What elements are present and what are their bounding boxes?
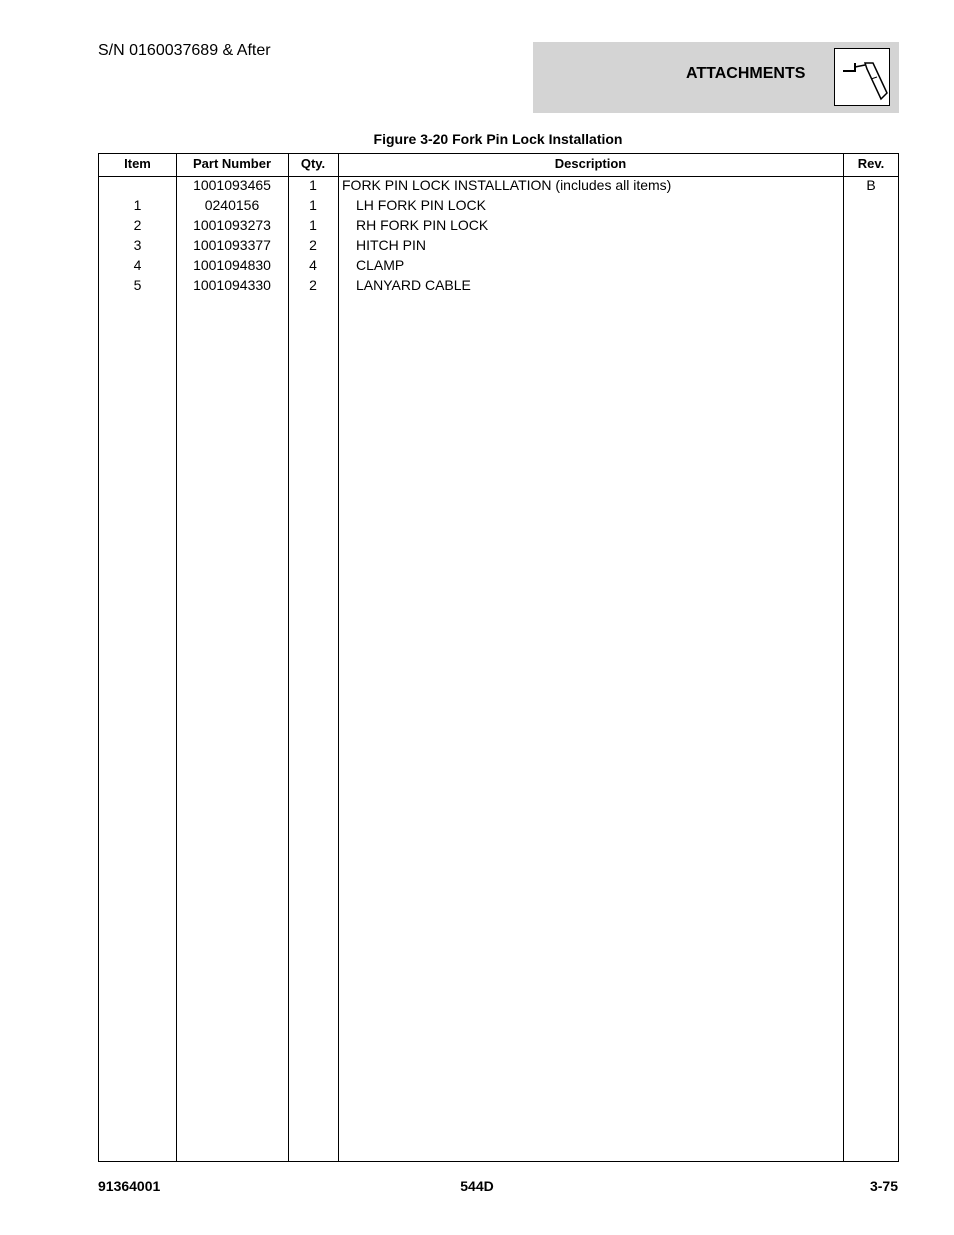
- row-qty: 1: [309, 197, 317, 213]
- header-qty: Qty.: [300, 156, 326, 171]
- header-item: Item: [124, 156, 151, 171]
- table-row: [99, 275, 898, 295]
- row-description: LANYARD CABLE: [356, 277, 471, 293]
- row-item: 5: [133, 277, 142, 293]
- table-row: [99, 215, 898, 235]
- table-row: [99, 235, 898, 255]
- row-description: LH FORK PIN LOCK: [356, 197, 486, 213]
- table-row: [99, 175, 898, 195]
- page-number: 3-75: [869, 1178, 898, 1194]
- header-rev: Rev.: [857, 156, 885, 171]
- attachment-icon: [834, 48, 890, 106]
- row-item: 3: [133, 237, 142, 253]
- row-part-number: 1001094830: [193, 257, 271, 273]
- serial-number: S/N 0160037689 & After: [98, 42, 271, 59]
- row-description: CLAMP: [356, 257, 405, 273]
- row-part-number: 0240156: [204, 197, 260, 213]
- row-description: FORK PIN LOCK INSTALLATION (includes all items): [342, 177, 672, 193]
- row-part-number: 1001093465: [193, 177, 271, 193]
- row-description: RH FORK PIN LOCK: [356, 217, 489, 233]
- row-qty: 4: [309, 257, 317, 273]
- row-item: 1: [133, 197, 142, 213]
- row-item: 2: [133, 217, 142, 233]
- row-item: 4: [133, 257, 142, 273]
- row-part-number: 1001093377: [193, 237, 271, 253]
- row-part-number: 1001093273: [193, 217, 271, 233]
- row-qty: 2: [309, 277, 317, 293]
- parts-table: [98, 153, 899, 1162]
- row-qty: 2: [309, 237, 317, 253]
- header-description: Description: [554, 156, 627, 171]
- table-row: [99, 195, 898, 215]
- table-row: [99, 255, 898, 275]
- row-description: HITCH PIN: [356, 237, 426, 253]
- model-name: 544D: [460, 1178, 494, 1194]
- section-title: ATTACHMENTS: [686, 65, 806, 82]
- row-qty: 1: [309, 177, 317, 193]
- row-rev: B: [866, 177, 876, 193]
- row-qty: 1: [309, 217, 317, 233]
- row-part-number: 1001094330: [193, 277, 271, 293]
- header-part-number: Part Number: [192, 156, 272, 171]
- figure-title: Figure 3-20 Fork Pin Lock Installation: [373, 131, 623, 147]
- doc-number: 91364001: [98, 1178, 161, 1194]
